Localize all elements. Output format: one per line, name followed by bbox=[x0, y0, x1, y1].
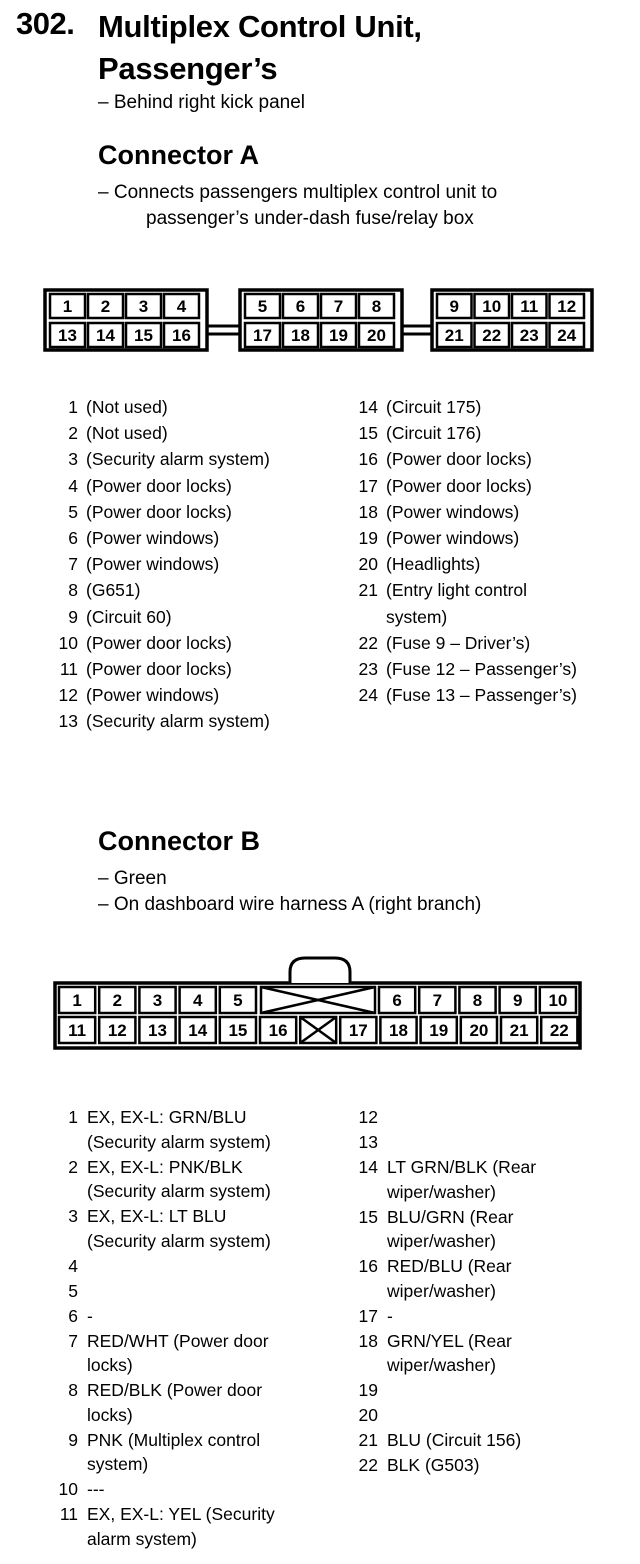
pin-description: EX, EX-L: YEL (Security alarm system) bbox=[87, 1504, 275, 1549]
pin-row bbox=[350, 1155, 635, 1204]
pin-number: 12 bbox=[58, 685, 78, 706]
connector-b-desc-line-1: – Green bbox=[98, 868, 167, 889]
pin-row bbox=[350, 551, 635, 577]
pin-row bbox=[350, 446, 635, 472]
pin-row bbox=[50, 1204, 350, 1253]
pin-cell-label: 14 bbox=[96, 326, 115, 346]
pin-description: (Power door locks) bbox=[86, 632, 232, 653]
pin-row bbox=[350, 1428, 635, 1453]
pin-row bbox=[350, 1403, 635, 1428]
pin-number: 5 bbox=[68, 1280, 78, 1301]
pin-number: 2 bbox=[68, 1156, 78, 1177]
pin-cell-label: 22 bbox=[482, 326, 502, 346]
pin-row bbox=[350, 1105, 635, 1130]
pin-description: RED/BLK (Power door locks) bbox=[87, 1380, 263, 1425]
pin-cell-label: 19 bbox=[429, 1021, 449, 1041]
pin-number: 21 bbox=[358, 580, 378, 601]
pin-description: (Power door locks) bbox=[86, 659, 232, 680]
pin-description bbox=[387, 1105, 635, 1130]
pin-description: (Power windows) bbox=[86, 554, 220, 575]
pin-cell-label: 6 bbox=[295, 297, 306, 317]
pin-cell-label: 20 bbox=[367, 326, 386, 346]
pin-row bbox=[350, 656, 635, 682]
pin-description: (Power windows) bbox=[86, 528, 220, 549]
pin-number: 1 bbox=[68, 1107, 78, 1127]
pin-row bbox=[50, 446, 350, 472]
pin-number: 13 bbox=[358, 1131, 378, 1152]
pin-cell-label: 15 bbox=[228, 1021, 248, 1041]
pin-description bbox=[87, 1279, 350, 1304]
title-line-1: Multiplex Control Unit, bbox=[98, 9, 422, 44]
pin-number: 18 bbox=[358, 501, 378, 522]
pin-number: 14 bbox=[358, 397, 378, 417]
pin-number: 20 bbox=[358, 554, 378, 575]
pin-row bbox=[50, 1477, 350, 1502]
pin-description: GRN/YEL (Rear wiper/washer) bbox=[387, 1330, 512, 1376]
pin-description: BLU/GRN (Rear wiper/washer) bbox=[387, 1206, 514, 1252]
pin-cell-label: 7 bbox=[432, 991, 443, 1011]
pin-number: 6 bbox=[68, 1305, 78, 1326]
pin-number: 10 bbox=[58, 1479, 78, 1500]
pin-description: (Circuit 175) bbox=[386, 397, 482, 417]
pin-number: 15 bbox=[358, 1206, 378, 1227]
pin-cell-label: 14 bbox=[188, 1021, 208, 1041]
pin-cell-label: 4 bbox=[176, 297, 187, 317]
pin-row bbox=[350, 1304, 635, 1329]
pin-description: (Power windows) bbox=[386, 501, 520, 522]
pin-description: (Security alarm system) bbox=[86, 449, 270, 470]
pin-row bbox=[350, 577, 635, 629]
pin-cell-label: 16 bbox=[172, 326, 191, 346]
pin-number: 23 bbox=[358, 659, 378, 680]
pin-row bbox=[50, 1304, 350, 1329]
pin-row bbox=[50, 604, 350, 630]
pin-description: - bbox=[387, 1305, 393, 1326]
pin-cell-label: 4 bbox=[192, 991, 203, 1011]
pin-description: (Fuse 9 – Driver’s) bbox=[386, 632, 531, 653]
pin-cell-label: 12 bbox=[107, 1021, 127, 1041]
pin-cell-label: 12 bbox=[557, 297, 577, 317]
pin-number: 9 bbox=[68, 606, 78, 627]
pin-number: 24 bbox=[358, 685, 378, 706]
pin-description bbox=[387, 1130, 635, 1155]
pin-row bbox=[50, 525, 350, 551]
pin-number: 9 bbox=[68, 1429, 78, 1450]
pin-description: (Power door locks) bbox=[86, 501, 232, 522]
pin-number: 10 bbox=[58, 632, 78, 653]
pin-number: 13 bbox=[58, 711, 78, 732]
pin-row bbox=[50, 394, 350, 420]
pin-description bbox=[87, 1254, 350, 1279]
pin-row bbox=[50, 473, 350, 499]
connector-a-desc-line-2: passenger’s under-dash fuse/relay box bbox=[146, 208, 474, 229]
pin-cell-label: 18 bbox=[389, 1021, 408, 1041]
pin-row bbox=[50, 708, 350, 734]
pin-row bbox=[350, 630, 635, 656]
pin-cell-label: 13 bbox=[148, 1021, 167, 1041]
pin-row bbox=[350, 1329, 635, 1378]
pin-number: 1 bbox=[68, 397, 78, 417]
pin-description: BLK (G503) bbox=[387, 1455, 480, 1476]
connector-b-diagram bbox=[0, 950, 640, 1060]
pin-row bbox=[350, 525, 635, 551]
pin-number: 8 bbox=[68, 1380, 78, 1401]
pin-number: 8 bbox=[68, 580, 78, 601]
pin-description: EX, EX-L: PNK/BLK (Security alarm system) bbox=[87, 1156, 271, 1202]
connector-a-pins-left bbox=[50, 394, 350, 735]
pin-description: (Not used) bbox=[86, 397, 168, 417]
pin-description: (Power windows) bbox=[386, 528, 520, 549]
pin-description: (Power door locks) bbox=[386, 475, 532, 496]
pin-description: (Security alarm system) bbox=[86, 711, 270, 732]
pin-cell-label: 21 bbox=[444, 326, 464, 346]
connector-a-heading: Connector A bbox=[98, 140, 259, 170]
pin-number: 19 bbox=[358, 1380, 378, 1401]
pin-description: (G651) bbox=[86, 580, 141, 601]
pin-row bbox=[50, 656, 350, 682]
pin-row bbox=[350, 1378, 635, 1403]
pin-row bbox=[50, 1105, 350, 1154]
pin-number: 16 bbox=[358, 449, 378, 470]
pin-number: 11 bbox=[59, 1504, 78, 1525]
pin-number: 20 bbox=[358, 1405, 378, 1426]
title-line-2: Passenger’s bbox=[98, 51, 278, 86]
connector-a-pins-right bbox=[350, 394, 635, 708]
pin-number: 16 bbox=[358, 1256, 378, 1277]
pin-cell-label: 17 bbox=[348, 1021, 368, 1041]
connector-a-desc-line-1: – Connects passengers multiplex control unit to bbox=[98, 182, 498, 203]
pin-number: 15 bbox=[358, 423, 378, 444]
pin-cell-label: 17 bbox=[253, 326, 272, 346]
pin-row bbox=[50, 1428, 350, 1477]
pin-description: RED/WHT (Power door locks) bbox=[87, 1330, 269, 1376]
pin-description bbox=[387, 1378, 635, 1403]
pin-row bbox=[350, 473, 635, 499]
pin-number: 14 bbox=[358, 1156, 378, 1177]
pin-number: 5 bbox=[68, 501, 78, 522]
pin-number: 6 bbox=[68, 528, 78, 549]
pin-cell-label: 24 bbox=[557, 326, 577, 346]
pin-cell-label: 11 bbox=[520, 297, 539, 317]
pin-number: 7 bbox=[68, 554, 78, 575]
pin-description: (Fuse 12 – Passenger’s) bbox=[386, 659, 577, 680]
pin-description: (Power door locks) bbox=[86, 475, 232, 496]
pin-cell-label: 23 bbox=[519, 326, 539, 346]
pin-description: (Entry light control system) bbox=[386, 580, 528, 627]
pin-description: EX, EX-L: GRN/BLU (Security alarm system) bbox=[87, 1107, 271, 1152]
connector-b-pins-left bbox=[50, 1105, 350, 1552]
pin-description: (Fuse 13 – Passenger’s) bbox=[386, 685, 577, 706]
connector-b-desc-line-2: – On dashboard wire harness A (right branch) bbox=[98, 894, 482, 915]
pin-description: (Not used) bbox=[86, 423, 168, 444]
pin-row bbox=[50, 551, 350, 577]
pin-cell-label: 3 bbox=[138, 297, 149, 317]
pin-number: 4 bbox=[68, 475, 78, 496]
pin-cell-label: 10 bbox=[482, 297, 502, 317]
pin-number: 18 bbox=[358, 1330, 378, 1351]
pin-row bbox=[350, 682, 635, 708]
pin-row bbox=[50, 577, 350, 603]
pin-cell-label: 22 bbox=[549, 1021, 569, 1041]
pin-description bbox=[387, 1403, 635, 1428]
pin-row bbox=[50, 420, 350, 446]
pin-description: PNK (Multiplex control system) bbox=[87, 1429, 261, 1475]
section-number: 302. bbox=[16, 6, 75, 41]
pin-row bbox=[350, 1254, 635, 1303]
pin-row bbox=[50, 1254, 350, 1279]
pin-number: 2 bbox=[68, 423, 78, 444]
pin-row bbox=[350, 420, 635, 446]
pin-number: 22 bbox=[358, 1455, 378, 1476]
pin-number: 21 bbox=[358, 1430, 378, 1451]
pin-row bbox=[50, 630, 350, 656]
pin-cell-label: 19 bbox=[329, 326, 348, 346]
pin-cell-label: 7 bbox=[333, 297, 344, 317]
pin-cell-label: 18 bbox=[291, 326, 310, 346]
pin-cell-label: 16 bbox=[268, 1021, 288, 1041]
pin-description: RED/BLU (Rear wiper/washer) bbox=[387, 1256, 512, 1301]
pin-row bbox=[350, 1205, 635, 1254]
location-text: – Behind right kick panel bbox=[98, 92, 306, 113]
pin-row bbox=[350, 499, 635, 525]
pin-number: 19 bbox=[358, 528, 378, 549]
pin-cell-label: 8 bbox=[472, 991, 483, 1011]
pin-number: 3 bbox=[68, 449, 78, 470]
pin-cell-label: 20 bbox=[469, 1021, 489, 1041]
pin-row bbox=[50, 1279, 350, 1304]
pin-row bbox=[50, 1155, 350, 1204]
pin-number: 17 bbox=[358, 1305, 378, 1326]
pin-cell-label: 1 bbox=[62, 297, 73, 317]
pin-cell-label: 21 bbox=[509, 1021, 529, 1041]
connector-b-pins-right bbox=[350, 1105, 635, 1478]
pin-cell-label: 9 bbox=[449, 297, 459, 317]
pin-number: 7 bbox=[68, 1330, 78, 1351]
pin-cell-label: 1 bbox=[72, 991, 82, 1011]
pin-description: - bbox=[87, 1305, 93, 1326]
connector-b-heading: Connector B bbox=[98, 826, 260, 856]
pin-cell-label: 9 bbox=[512, 991, 523, 1011]
pin-description: (Circuit 60) bbox=[86, 606, 172, 627]
pin-description: --- bbox=[87, 1479, 105, 1500]
pin-row bbox=[50, 499, 350, 525]
pin-number: 11 bbox=[59, 659, 78, 680]
pin-cell-label: 8 bbox=[371, 297, 382, 317]
pin-cell-label: 2 bbox=[100, 297, 111, 317]
pin-description: EX, EX-L: LT BLU (Security alarm system) bbox=[87, 1206, 271, 1251]
pin-number: 4 bbox=[68, 1255, 78, 1276]
pin-cell-label: 11 bbox=[68, 1021, 87, 1041]
pin-number: 3 bbox=[68, 1206, 78, 1227]
pin-description: LT GRN/BLK (Rear wiper/washer) bbox=[387, 1156, 537, 1202]
pin-cell-label: 2 bbox=[112, 991, 123, 1011]
pin-row bbox=[350, 1130, 635, 1155]
pin-cell-label: 5 bbox=[257, 297, 268, 317]
pin-description: (Power door locks) bbox=[386, 449, 532, 470]
pin-cell-label: 5 bbox=[233, 991, 243, 1011]
pin-cell-label: 6 bbox=[392, 991, 402, 1011]
pin-description: (Circuit 176) bbox=[386, 423, 482, 444]
pin-row bbox=[350, 394, 635, 420]
pin-cell-label: 13 bbox=[58, 326, 77, 346]
connector-a-diagram bbox=[0, 280, 640, 360]
pin-row bbox=[50, 1378, 350, 1427]
pin-row bbox=[50, 1329, 350, 1378]
pin-number: 22 bbox=[358, 632, 378, 653]
pin-cell-label: 10 bbox=[548, 991, 568, 1011]
pin-number: 17 bbox=[358, 475, 378, 496]
pin-description: (Power windows) bbox=[86, 685, 220, 706]
pin-number: 12 bbox=[358, 1107, 378, 1127]
pin-cell-label: 3 bbox=[152, 991, 163, 1011]
pin-description: (Headlights) bbox=[386, 554, 481, 575]
page-title bbox=[98, 6, 422, 90]
pin-description: BLU (Circuit 156) bbox=[387, 1430, 522, 1451]
pin-cell-label: 15 bbox=[134, 326, 153, 346]
pin-row bbox=[350, 1453, 635, 1478]
pin-row bbox=[50, 1502, 350, 1551]
connector-latch bbox=[290, 958, 350, 983]
pin-row bbox=[50, 682, 350, 708]
